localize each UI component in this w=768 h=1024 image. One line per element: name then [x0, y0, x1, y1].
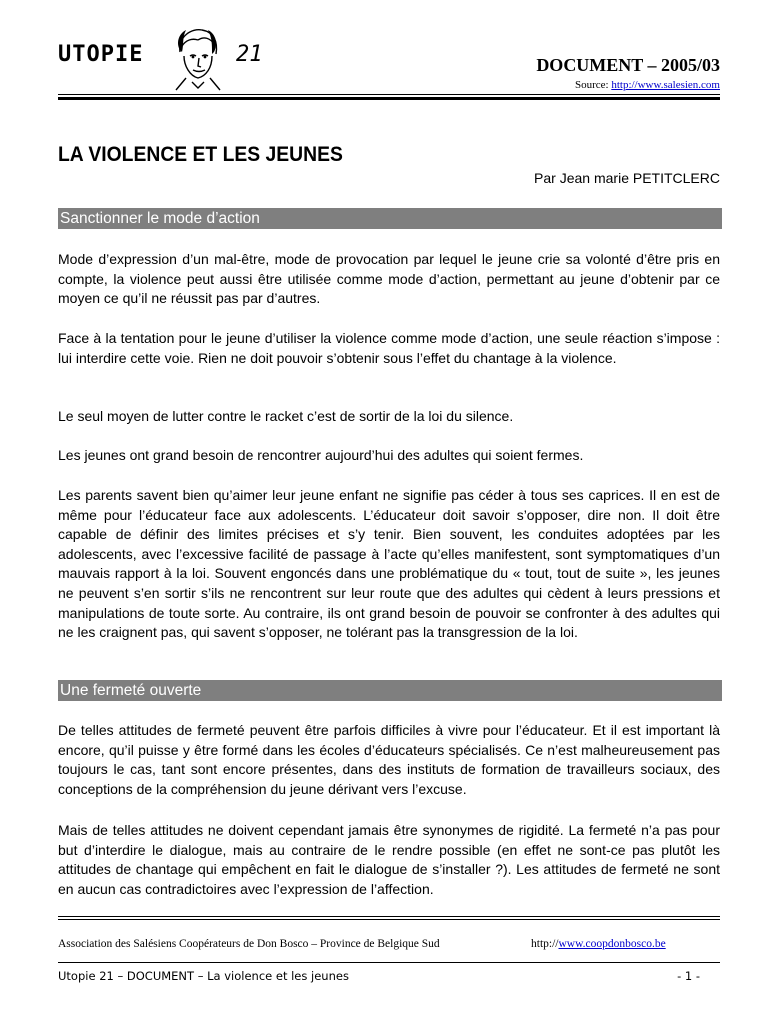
association-line: Association des Salésiens Coopérateurs de Don Bosco – Province de Belgique Sud: [58, 938, 440, 950]
document-label: DOCUMENT – 2005/03: [536, 55, 720, 75]
paragraph: Le seul moyen de lutter contre le racket c’est de sortir de la loi du silence.: [58, 408, 514, 424]
website-line: [531, 938, 666, 950]
section-heading: Une fermeté ouverte: [58, 680, 722, 701]
paragraph: Les parents savent bien qu’aimer leur jeune enfant ne signifie pas céder à tous ses caprices. Il en est de même pour l’éducateur face aux adolescents. L’éducateur doit savoir s’opposer, dire non. Il doit être capable de définir des limites précises et s’y tenir. Bien souvent, les conduites adoptées par les adolescents, avec l’excessive facilité de passage à l’acte qu’elles manifestent, sont symptomatiques d’un mauvais rapport à la loi. Souvent engoncés dans une problématique du « tout, tout de suite », les jeunes ne peuvent s’en sortir s’ils ne rencontrent sur leur route que des adultes qui cèdent à leurs pressions et manipulations de toute sorte. Au contraire, ils ont grand besoin de pouvoir se confronter à des adultes qui ne les craignent pas, qui savent s’opposer, ne tolérant pas la transgression de la loi.: [58, 487, 720, 641]
source-line: [575, 79, 720, 91]
footer-rule: [58, 916, 720, 917]
paragraph: Mais de telles attitudes ne doivent cependant jamais être synonymes de rigidité. La fermeté n’a pas pour but d’interdire le dialogue, mais au contraire de le rendre possible (en effet ne sont-ce pas plutôt les attitudes de chantage qui empêchent en fait le dialogue de s’installer ?). Les attitudes de fermeté ne sont en aucun cas contradictoires avec l’expression de l’affection.: [58, 822, 720, 897]
section-heading: Sanctionner le mode d’action: [58, 208, 722, 229]
website-prefix: http://: [531, 938, 559, 950]
don-bosco-portrait-icon: [162, 22, 232, 92]
paragraph: Face à la tentation pour le jeune d’utiliser la violence comme mode d’action, une seule réaction s’impose : lui interdire cette voie. Rien ne doit pouvoir s’obtenir sous l’effet du chantage à la violence.: [58, 330, 720, 366]
page-title: LA VIOLENCE ET LES JEUNES: [58, 143, 343, 166]
source-link[interactable]: http://www.salesien.com: [611, 79, 720, 91]
source-prefix: Source:: [574, 79, 612, 91]
page-footer-text: Utopie 21 – DOCUMENT – La violence et les jeunes: [58, 969, 349, 983]
website-link[interactable]: www.coopdonbosco.be: [558, 938, 666, 950]
footer-rule: [58, 919, 720, 920]
author-line: Par Jean marie PETITCLERC: [534, 170, 720, 186]
paragraph: De telles attitudes de fermeté peuvent être parfois difficiles à vivre pour l’éducateur. Et il est important là encore, qu’il puisse y être formé dans les écoles d’éducateurs spécialisés. Ce n’est malheureusement pas toujours le cas, tant sont encore présentes, dans des instituts de formation de travailleurs sociaux, des conceptions de la compréhension du jeune dérivant vers l’excuse.: [58, 722, 720, 797]
header-rule-thin: [58, 94, 720, 95]
paragraph: Les jeunes ont grand besoin de rencontrer aujourd’hui des adultes qui soient fermes.: [58, 447, 584, 463]
page-footer-rule: [58, 962, 720, 963]
header-rule-thick: [58, 97, 720, 100]
utopie-logo-text: UTOPIE: [58, 42, 144, 67]
utopie-number: 21: [236, 42, 263, 67]
page-number: - 1 -: [677, 969, 700, 983]
paragraph: Mode d’expression d’un mal-être, mode de provocation par lequel le jeune crie sa volonté d’être pris en compte, la violence peut aussi être utilisée comme mode d’action, permettant au jeune d’obtenir par ce moyen ce qu’il ne réussit pas par d’autres.: [58, 251, 720, 307]
